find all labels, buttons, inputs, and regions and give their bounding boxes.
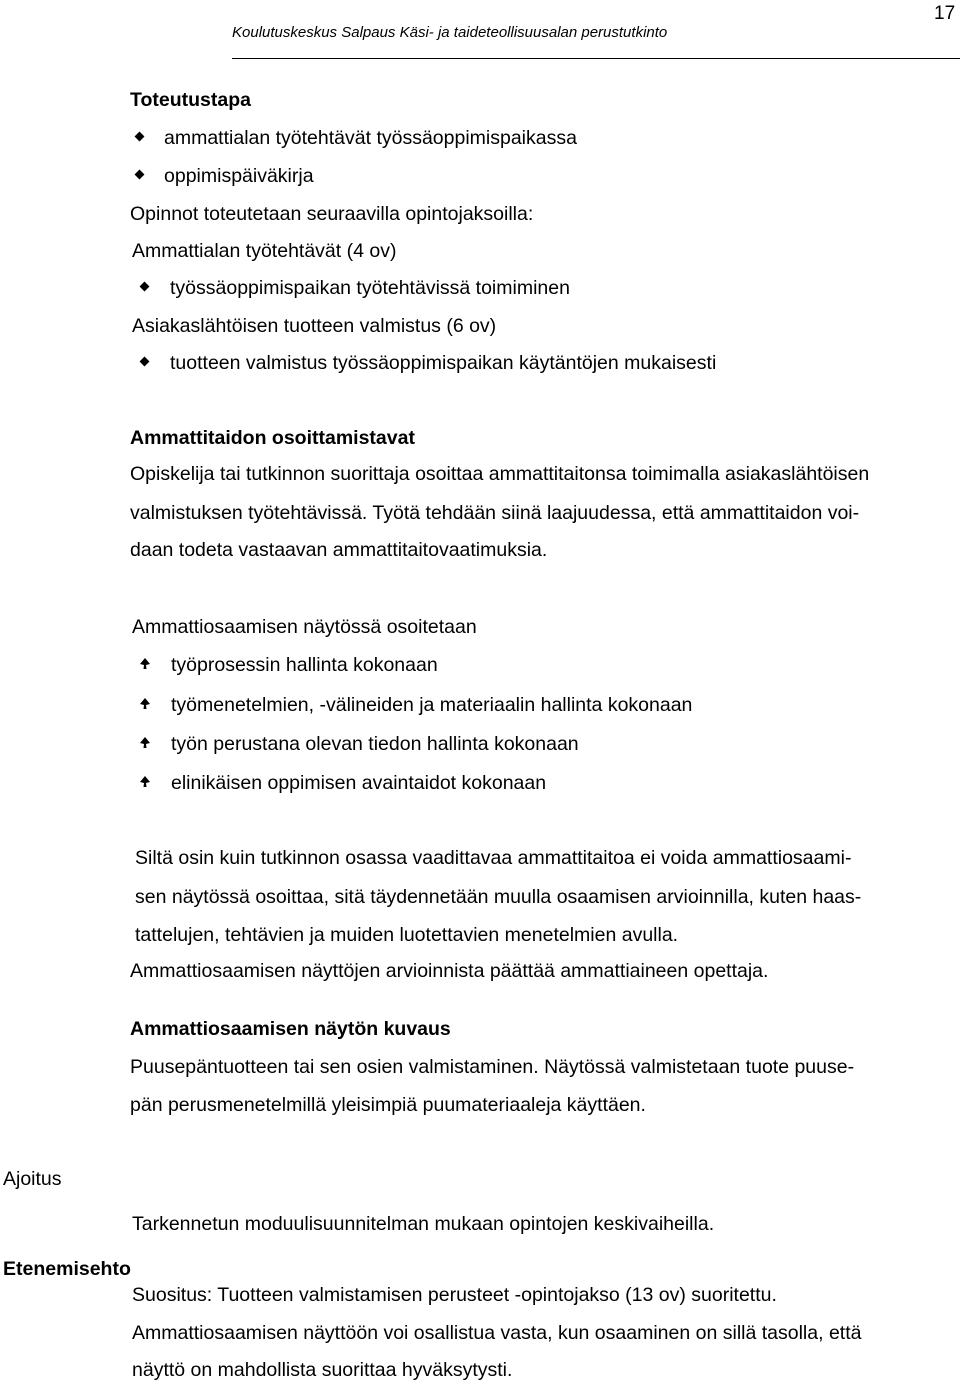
paragraph-line: näyttö on mahdollista suorittaa hyväksytysti. <box>132 1359 513 1381</box>
paragraph-line: Siltä osin kuin tutkinnon osassa vaadittavaa ammattitaitoa ei voida ammattiosaami- <box>135 847 852 869</box>
label-etenemisehto: Etenemisehto <box>3 1258 131 1280</box>
label-ajoitus: Ajoitus <box>3 1168 62 1190</box>
paragraph-line: daan todeta vastaavan ammattitaitovaatimuksia. <box>130 539 548 561</box>
opintojakso-title: Ammattialan työtehtävät (4 ov) <box>132 240 397 262</box>
spade-bullet-icon <box>139 737 151 749</box>
list-item: oppimispäiväkirja <box>164 165 314 187</box>
paragraph-line: sen näytössä osoittaa, sitä täydennetään muulla osaamisen arvioinnilla, kuten haas- <box>135 886 862 908</box>
opintojaksot-intro: Opinnot toteutetaan seuraavilla opintojaksoilla: <box>130 203 534 225</box>
section-heading-toteutustapa: Toteutustapa <box>130 89 251 111</box>
header-rule <box>232 58 960 59</box>
diamond-bullet-icon <box>140 357 150 367</box>
page-number: 17 <box>934 3 956 24</box>
section-heading-kuvaus: Ammattiosaamisen näytön kuvaus <box>130 1018 451 1040</box>
list-item: ammattialan työtehtävät työssäoppimispaikassa <box>164 127 577 149</box>
paragraph-line: Suositus: Tuotteen valmistamisen perusteet -opintojakso (13 ov) suoritettu. <box>132 1284 777 1306</box>
section-heading-osoittamistavat: Ammattitaidon osoittamistavat <box>130 427 415 449</box>
paragraph-line: Puusepäntuotteen tai sen osien valmistaminen. Näytössä valmistetaan tuote puuse- <box>130 1056 855 1078</box>
naytto-intro: Ammattiosaamisen näytössä osoitetaan <box>132 616 477 638</box>
list-item: työssäoppimispaikan työtehtävissä toimiminen <box>170 277 570 299</box>
diamond-bullet-icon <box>140 282 150 292</box>
list-item: työn perustana olevan tiedon hallinta kokonaan <box>171 733 579 755</box>
list-item: tuotteen valmistus työssäoppimispaikan käytäntöjen mukaisesti <box>170 352 717 374</box>
list-item: työprosessin hallinta kokonaan <box>171 654 438 676</box>
arviointi-text: Ammattiosaamisen näyttöjen arvioinnista päättää ammattiaineen opettaja. <box>130 960 769 982</box>
paragraph-line: pän perusmenetelmillä yleisimpiä puumateriaaleja käyttäen. <box>130 1094 646 1116</box>
list-item: työmenetelmien, -välineiden ja materiaalin hallinta kokonaan <box>171 694 693 716</box>
ajoitus-text: Tarkennetun moduulisuunnitelman mukaan opintojen keskivaiheilla. <box>132 1213 715 1235</box>
spade-bullet-icon <box>139 658 151 670</box>
spade-bullet-icon <box>139 776 151 788</box>
running-header-title: Koulutuskeskus Salpaus Käsi- ja taideteollisuusalan perustutkinto <box>232 24 668 41</box>
paragraph-line: Opiskelija tai tutkinnon suorittaja osoittaa ammattitaitonsa toimimalla asiakaslähtöisen <box>130 463 870 485</box>
spade-bullet-icon <box>139 698 151 710</box>
diamond-bullet-icon <box>135 170 145 180</box>
paragraph-line: valmistuksen työtehtävissä. Työtä tehdään siinä laajuudessa, että ammattitaidon voi- <box>130 502 860 524</box>
list-item: elinikäisen oppimisen avaintaidot kokonaan <box>171 772 547 794</box>
diamond-bullet-icon <box>135 132 145 142</box>
paragraph-line: tattelujen, tehtävien ja muiden luotettavien menetelmien avulla. <box>135 924 679 946</box>
paragraph-line: Ammattiosaamisen näyttöön voi osallistua vasta, kun osaaminen on sillä tasolla, että <box>132 1322 862 1344</box>
opintojakso-title: Asiakaslähtöisen tuotteen valmistus (6 ov) <box>132 315 497 337</box>
